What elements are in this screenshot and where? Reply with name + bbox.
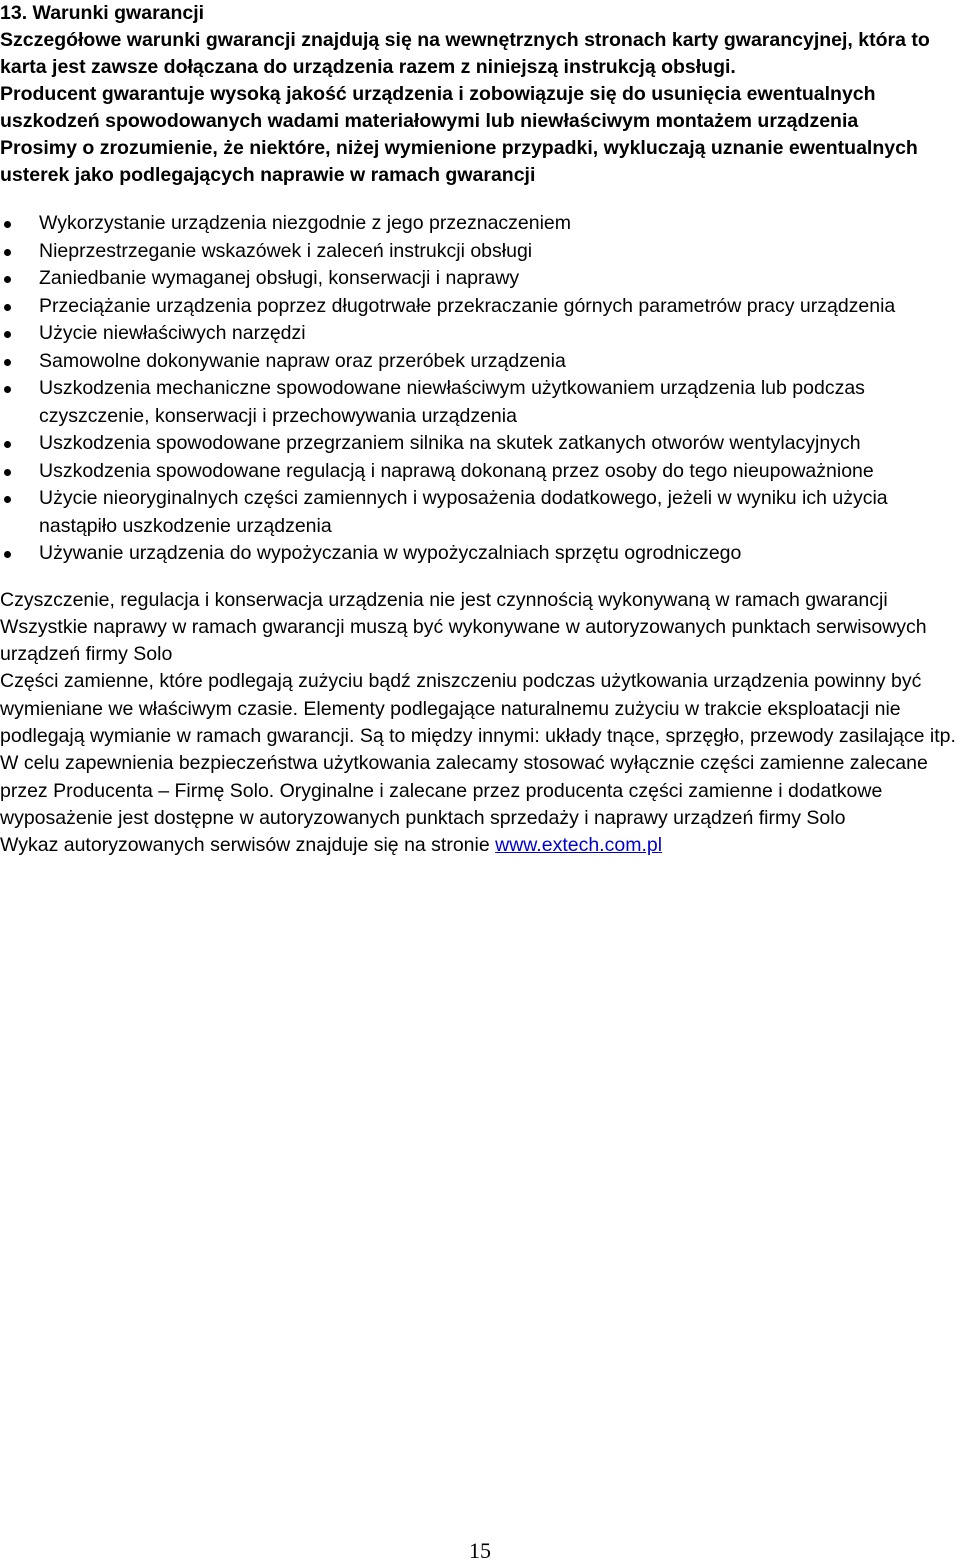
repairs-paragraph: Wszystkie naprawy w ramach gwarancji muszą być wykonywane w autoryzowanych punktach serwisowych urządzeń firmy Solo — [0, 615, 927, 666]
cleaning-paragraph: Czyszczenie, regulacja i konserwacja urządzenia nie jest czynnością wykonywaną w ramach gwarancji — [0, 588, 888, 611]
bullet-icon — [4, 496, 11, 503]
section-title: 13. Warunki gwarancji — [0, 2, 205, 24]
list-item — [0, 485, 960, 540]
bullet-icon — [4, 551, 11, 558]
intro-exclusions-paragraph: Prosimy o zrozumienie, że niektóre, niżej wymienione przypadki, wykluczają uznanie ewentualnych usterek jako podlegających naprawie w ramach gwarancji — [0, 137, 918, 186]
list-item-text: Wykorzystanie urządzenia niezgodnie z jego przeznaczeniem — [39, 212, 572, 234]
closing-block — [0, 587, 960, 860]
list-item-text: Uszkodzenia mechaniczne spowodowane niewłaściwym użytkowaniem urządzenia lub podczas czyszczenie, konserwacji i przechowywania urządzenia — [39, 377, 865, 427]
exclusions-list — [0, 210, 960, 568]
list-item-text: Zaniedbanie wymaganej obsługi, konserwacji i naprawy — [39, 267, 520, 289]
list-item — [0, 458, 960, 486]
bullet-icon — [4, 276, 11, 283]
list-item — [0, 430, 960, 458]
bullet-icon — [4, 469, 11, 476]
list-item-text: Używanie urządzenia do wypożyczania w wypożyczalniach sprzętu ogrodniczego — [39, 542, 742, 564]
bullet-icon — [4, 359, 11, 366]
list-item-text: Uszkodzenia spowodowane przegrzaniem silnika na skutek zatkanych otworów wentylacyjnych — [39, 432, 861, 454]
website-link[interactable]: www.extech.com.pl — [495, 834, 663, 857]
list-item-text: Samowolne dokonywanie napraw oraz przeróbek urządzenia — [39, 349, 566, 372]
list-item-text: Użycie niewłaściwych narzędzi — [39, 322, 306, 344]
intro-warranty-card-paragraph: Szczegółowe warunki gwarancji znajdują się na wewnętrznych stronach karty gwarancyjnej, która to karta jest zawsze dołączana do urządzenia razem z niniejszą instrukcją obsługi. — [0, 29, 930, 78]
list-item-text: Przeciążanie urządzenia poprzez długotrwałe przekraczanie górnych parametrów pracy urządzenia — [39, 294, 896, 317]
list-item — [0, 210, 960, 238]
bullet-icon — [4, 304, 11, 311]
list-item-text: Użycie nieoryginalnych części zamiennych i wyposażenia dodatkowego, jeżeli w wyniku ich użycia nastąpiło uszkodzenie urządzenia — [39, 487, 888, 537]
bullet-icon — [4, 249, 11, 256]
bullet-icon — [4, 331, 11, 338]
service-paragraph — [0, 832, 960, 859]
intro-quality-paragraph: Producent gwarantuje wysoką jakość urządzenia i zobowiązuje się do usunięcia ewentualnych uszkodzeń spowodowanych wadami materiałowymi lub niewłaściwym montażem urządzenia — [0, 83, 876, 132]
service-text: Wykaz autoryzowanych serwisów znajduje się na stronie — [0, 834, 496, 857]
bullet-icon — [4, 221, 11, 228]
list-item — [0, 540, 960, 568]
list-item-text: Uszkodzenia spowodowane regulacją i naprawą dokonaną przez osoby do tego nieupoważnione — [39, 459, 874, 482]
list-item — [0, 265, 960, 293]
intro-block — [0, 27, 960, 189]
list-item — [0, 238, 960, 266]
spare-parts-paragraph: W celu zapewnienia bezpieczeństwa użytkowania zalecamy stosować wyłącznie części zamienne zalecane przez Producenta – Firmę Solo. Oryginalne i zalecane przez producenta części zamienne i dodatkowe wyposażenie jest dostępne w autoryzowanych punktach sprzedaży i naprawy urządzeń firmy Solo — [0, 752, 928, 829]
list-item — [0, 320, 960, 348]
list-item-text: Nieprzestrzeganie wskazówek i zaleceń instrukcji obsługi — [39, 239, 533, 262]
list-item — [0, 293, 960, 321]
page-number: 15 — [469, 1538, 491, 1563]
bullet-icon — [4, 441, 11, 448]
wear-parts-paragraph: Części zamienne, które podlegają zużyciu bądź zniszczeniu podczas użytkowania urządzenia powinny być wymieniane we właściwym czasie. Elementy podlegające naturalnemu zużyciu w trakcie eksploatacji nie podlegają wymianie w ramach gwarancji. Są to między innymi: układy tnące, sprzęgło, przewody zasilające itp. — [0, 670, 956, 747]
list-item — [0, 348, 960, 376]
bullet-icon — [4, 386, 11, 393]
list-item — [0, 375, 960, 430]
